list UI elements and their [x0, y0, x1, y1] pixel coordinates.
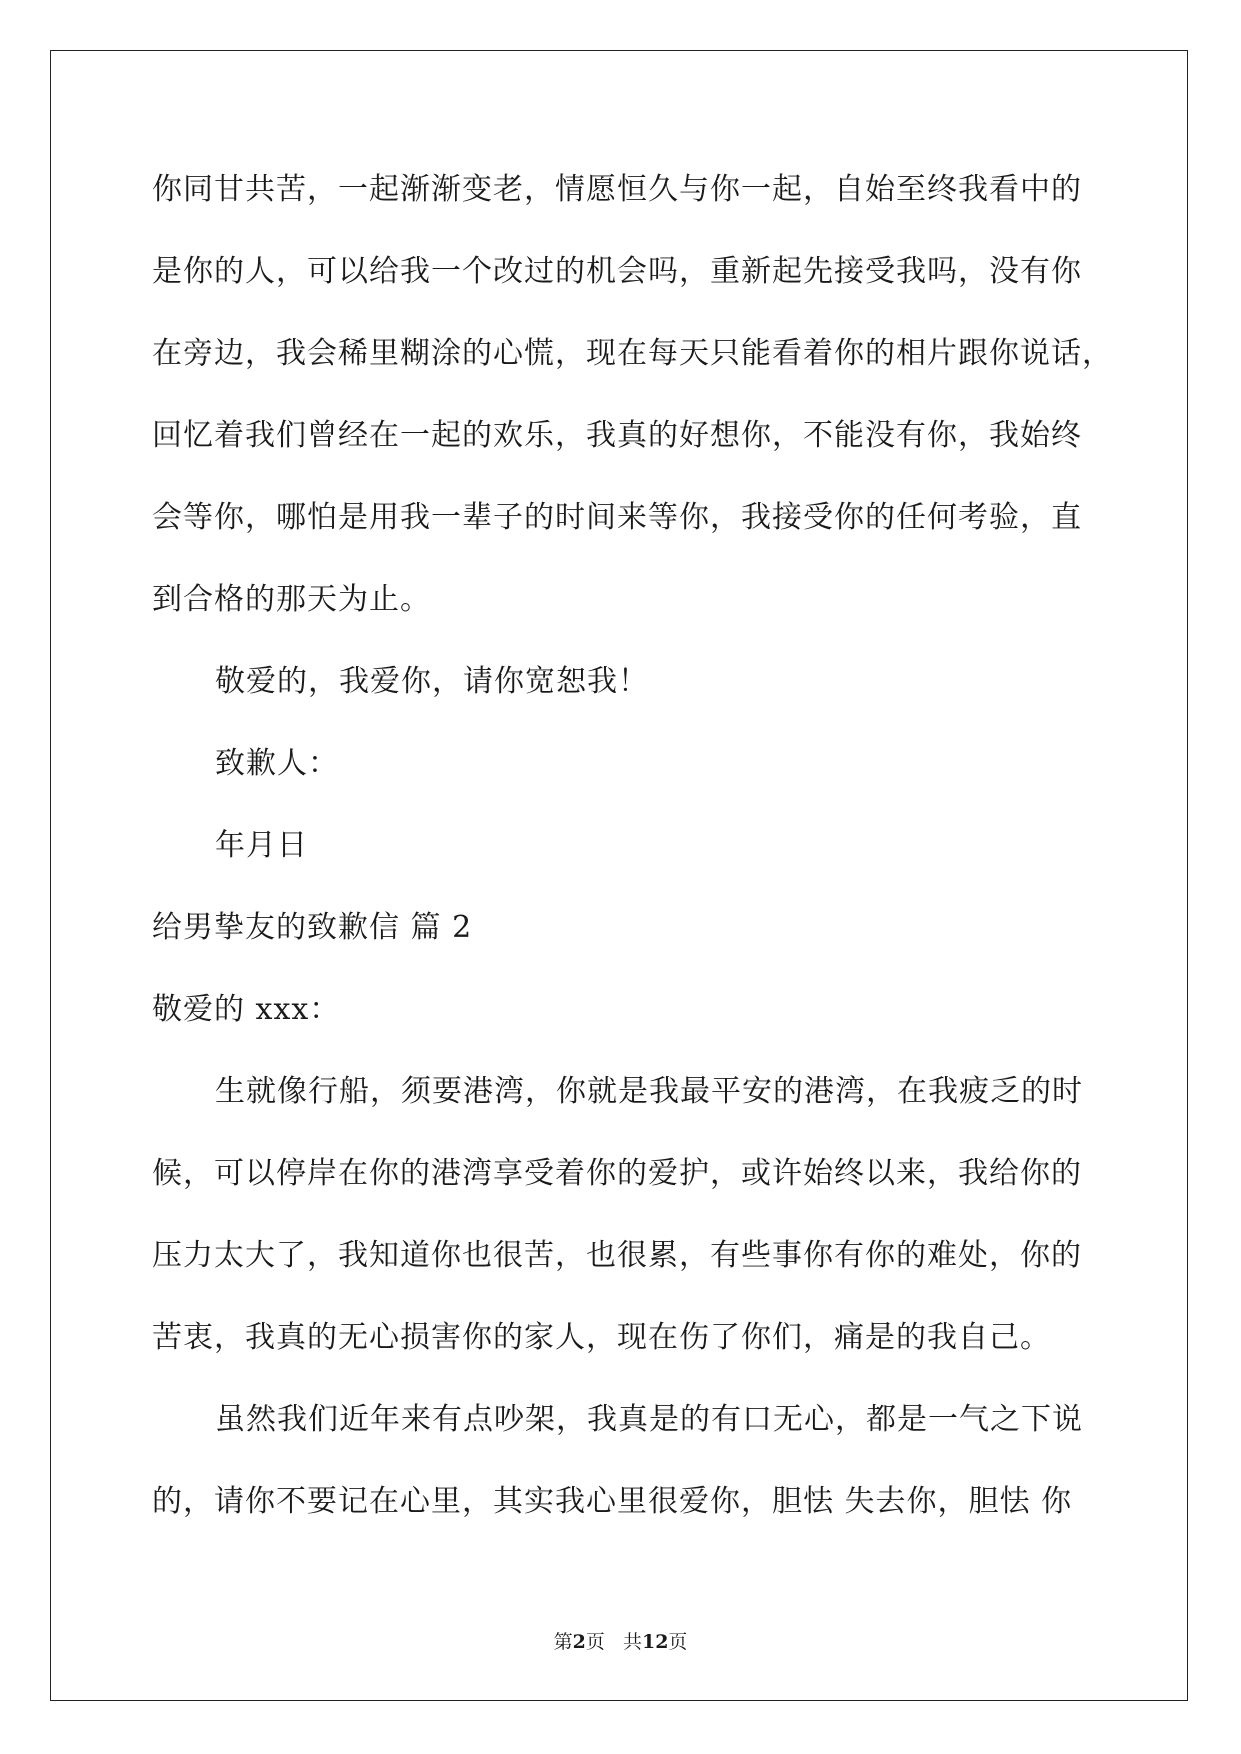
body-line: 你同甘共苦，一起渐渐变老，情愿恒久与你一起，自始至终我看中的	[152, 172, 1082, 207]
total-pages: 12	[641, 1631, 669, 1653]
page-number: 2	[572, 1631, 586, 1653]
body-line: 候，可以停岸在你的港湾享受着你的爱护，或许始终以来，我给你的	[152, 1156, 1082, 1191]
footer-prefix: 第	[553, 1631, 573, 1653]
page-footer	[0, 1630, 1241, 1654]
body-line: 虽然我们近年来有点吵架，我真是的有口无心，都是一气之下说	[215, 1402, 1083, 1437]
body-line: 压力太大了，我知道你也很苦，也很累，有些事你有你的难处，你的	[152, 1238, 1082, 1273]
page-border	[50, 50, 1188, 1701]
footer-page-suffix: 页	[585, 1631, 605, 1653]
body-line: 的，请你不要记在心里，其实我心里很爱你，胆怯 失去你，胆怯 你	[152, 1484, 1073, 1519]
footer-total-suffix: 页	[668, 1631, 688, 1653]
body-line: 回忆着我们曾经在一起的欢乐，我真的好想你，不能没有你，我始终	[152, 418, 1082, 453]
body-line: 到合格的那天为止。	[152, 582, 431, 617]
signature-label: 致歉人：	[215, 746, 339, 781]
body-line: 苦衷，我真的无心损害你的家人，现在伤了你们，痛是的我自己。	[152, 1320, 1051, 1355]
footer-total-prefix: 共	[622, 1631, 642, 1653]
body-line: 生就像行船，须要港湾，你就是我最平安的港湾，在我疲乏的时	[215, 1074, 1083, 1109]
body-line: 在旁边，我会稀里糊涂的心慌，现在每天只能看着你的相片跟你说话，	[152, 336, 1113, 371]
salutation: 敬爱的 xxx：	[152, 992, 341, 1027]
body-line: 会等你，哪怕是用我一辈子的时间来等你，我接受你的任何考验，直	[152, 500, 1082, 535]
body-line: 是你的人，可以给我一个改过的机会吗，重新起先接受我吗，没有你	[152, 254, 1082, 289]
date-label: 年月日	[215, 828, 308, 863]
section-heading: 给男挚友的致歉信 篇 2	[152, 910, 473, 945]
closing-line: 敬爱的，我爱你，请你宽恕我！	[215, 664, 649, 699]
